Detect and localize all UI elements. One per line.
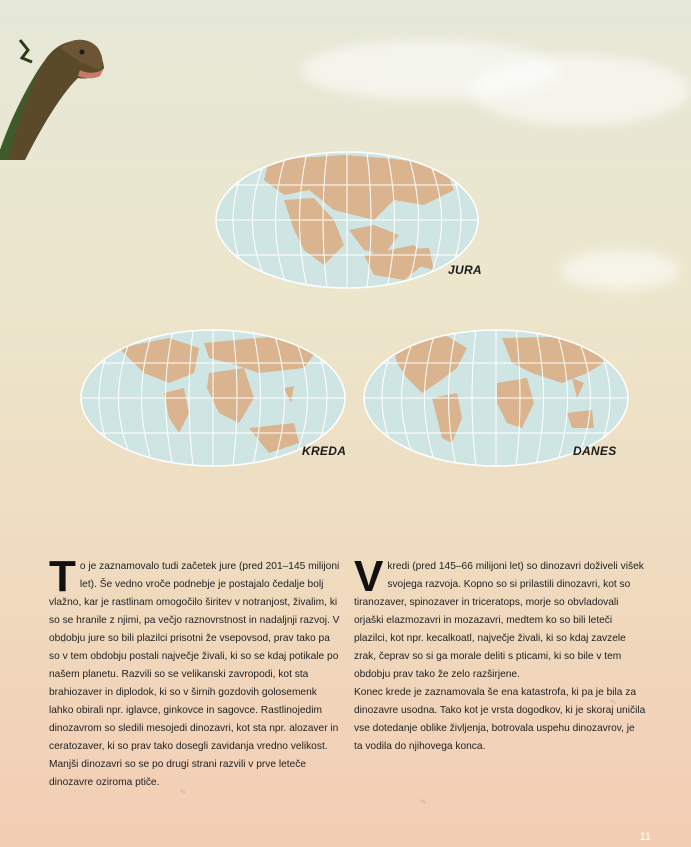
map-label-kreda: KREDA: [302, 444, 347, 458]
right-text-column: [354, 552, 646, 756]
right-paragraph-2: Konec krede je zaznamovala še ena katastrofa, ki pa je bila za dinozavre usodna. Tako kot je vrsta dogodkov, ki je skoraj uničila vse dotedanje oblike življenja, botrovala uspehu dinozavrov, je ta vodila do njihovega konca.: [354, 687, 646, 752]
drop-cap: V: [354, 552, 384, 601]
drop-cap: T: [49, 552, 76, 601]
left-text-column: [49, 552, 341, 792]
right-paragraph-1: kredi (pred 145–66 milijoni let) so dinozavri doživeli višek svojega razvoja. Kopno so si prilastili dinozavri, kot so tiranozaver, spinozaver in triceratops, morje so obvladovali orjaški elazmozavri in mozazavri, medtem ko so bili leteči plazilci, kot npr. kecalkoatl, največje živali, ki so kdaj zavzele zrak, čeprav so si ga morale deliti s pticami, ki so bile v tem obdobju prav tako že zelo razširjene.: [354, 561, 644, 680]
map-label-jura: JURA: [448, 263, 482, 277]
map-jura: [214, 150, 480, 290]
page-number: 11: [639, 831, 651, 843]
bird-silhouette: [420, 799, 427, 805]
map-label-danes: DANES: [573, 444, 617, 458]
dinosaur-illustration: [0, 0, 120, 160]
left-paragraph: o je zaznamovalo tudi začetek jure (pred 201–145 milijoni let). Še vedno vroče podnebje je postajalo čedalje bolj vlažno, kar je rastlinam omogočilo širitev v notranjost, živalim, ki so se hranile z njimi, pa večjo raznovrstnost in nadaljnji razvoj. V obdobju jure so bili plazilci prisotni že vsepovsod, prav tako pa so v tem obdobju postali največje živali, ki so se kdaj potikale po našem planetu. Razvili so se velikanski zavropodi, kot sta brahiozaver in diplodok, ki so v širnih gozdovih golosemenk lahko obirali npr. iglavce, ginkovce in sagovce. Rastlinojedim dinozavrom so sledili mesojedi dinozavri, kot sta npr. alozaver in ceratozaver, ki so prav tako dosegli zavidanja vredno velikost. Manjši dinozavri so se po drugi strani razvili v prve leteče dinozavre oziroma ptiče.: [49, 561, 340, 788]
cloud: [470, 55, 690, 125]
cloud: [560, 250, 680, 290]
